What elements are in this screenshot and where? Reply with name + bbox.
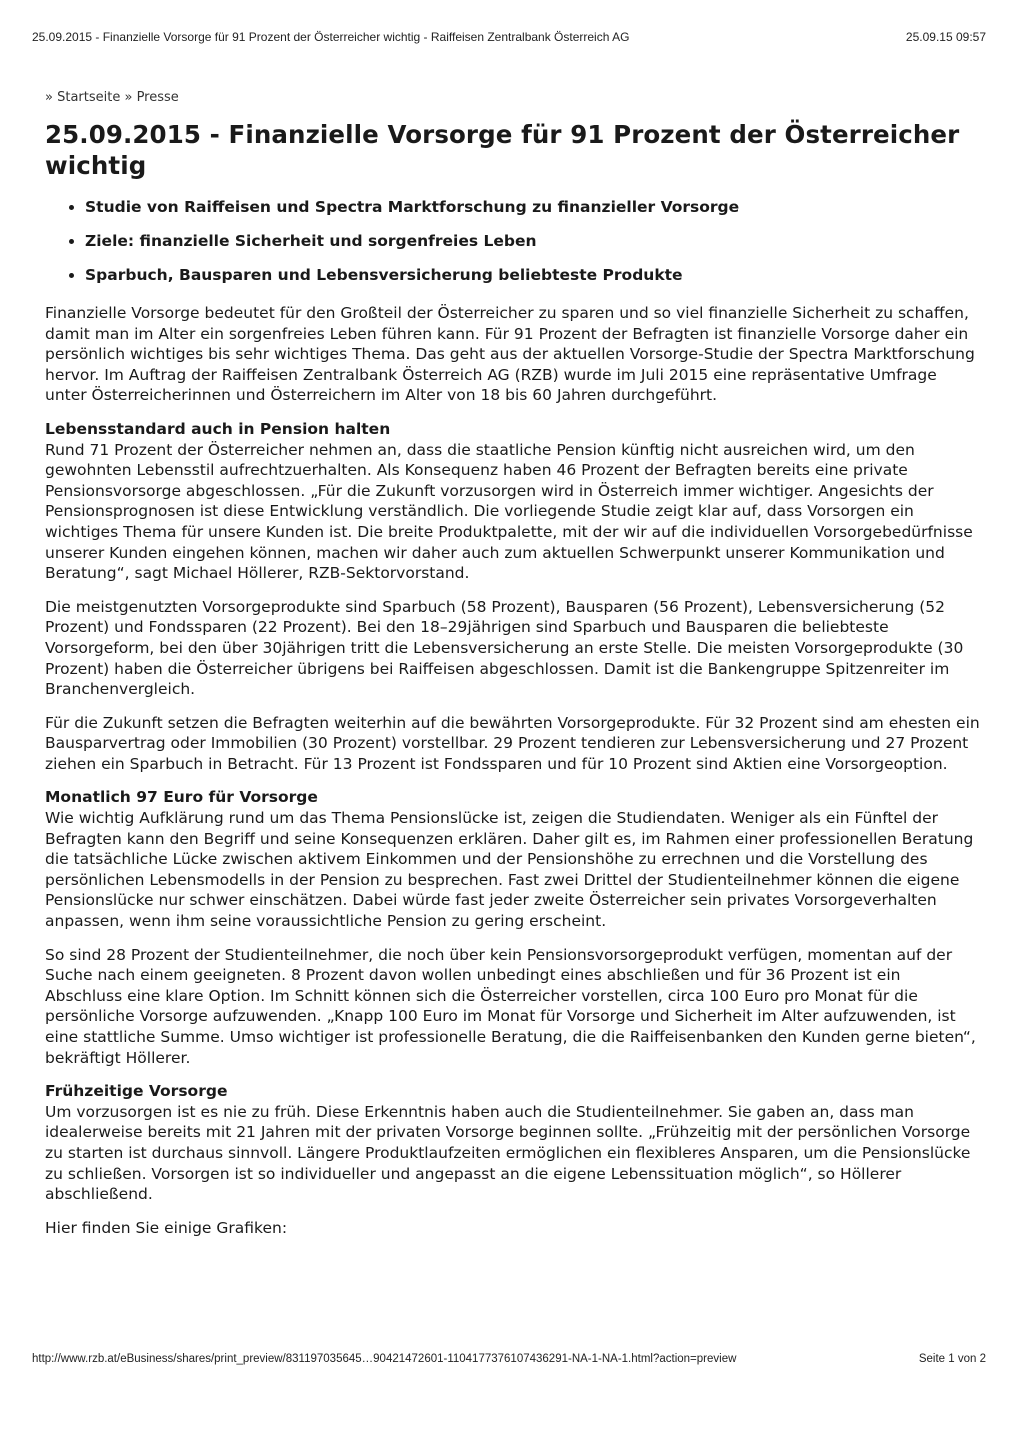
- section-paragraph: So sind 28 Prozent der Studienteilnehmer, die noch über kein Pensionsvorsorgeprodukt verfügen, momentan auf der Suche nach einem geeigneten. 8 Prozent davon wollen unbedingt eines abschließen und für 36 Prozent ist ein Abschluss eine klare Option. Im Schnitt können sich die Österreicher vorstellen, circa 100 Euro pro Monat für die persönliche Vorsorge aufzuwenden. „Knapp 100 Euro im Monat für Vorsorge und Sicherheit im Alter aufzuwenden, ist eine stattliche Summe. Umso wichtiger ist professionelle Beratung, die die Raiffeisenbanken den Kunden gerne bieten“, bekräftigt Höllerer.: [45, 945, 976, 1067]
- breadcrumb: [45, 90, 980, 105]
- highlight-item: • Sparbuch, Bausparen und Lebensversicherung beliebteste Produkte: [85, 265, 980, 285]
- breadcrumb-separator: »: [120, 90, 137, 105]
- print-header-title: 25.09.2015 - Finanzielle Vorsorge für 91 Prozent der Österreicher wichtig - Raiffeisen Zentralbank Österreich AG: [32, 30, 630, 44]
- section-heading: Lebensstandard auch in Pension halten: [45, 419, 391, 438]
- print-footer-url: http://www.rzb.at/eBusiness/shares/print_preview/831197035645…90421472601-1104177376107436291-NA-1-NA-1.html?action=preview: [32, 1353, 737, 1365]
- section-paragraph: Für die Zukunft setzen die Befragten weiterhin auf die bewährten Vorsorgeprodukte. Für 32 Prozent sind am ehesten ein Bausparvertrag oder Immobilien (30 Prozent) vorstellbar. 29 Prozent tendieren zur Lebensversicherung und 27 Prozent ziehen ein Sparbuch in Betracht. Für 13 Prozent ist Fondssparen und für 10 Prozent sind Aktien eine Vorsorgeoption.: [45, 713, 980, 773]
- print-header: [32, 30, 986, 44]
- section-paragraph: Die meistgenutzten Vorsorgeprodukte sind Sparbuch (58 Prozent), Bausparen (56 Prozent), Lebensversicherung (52 Prozent) und Fondssparen (22 Prozent). Bei den 18–29jährigen sind Sparbuch und Bausparen die beliebteste Vorsorgeform, bei den über 30jährigen tritt die Lebensversicherung an erste Stelle. Die meisten Vorsorgeprodukte (30 Prozent) haben die Österreicher übrigens bei Raiffeisen abgeschlossen. Damit ist die Bankengruppe Spitzenreiter im Branchenvergleich.: [45, 597, 964, 699]
- intro-paragraph: Finanzielle Vorsorge bedeutet für den Großteil der Österreicher zu sparen und so viel finanzielle Sicherheit zu schaffen, damit man im Alter ein sorgenfreies Leben führen kann. Für 91 Prozent der Befragten ist finanzielle Vorsorge daher ein persönlich wichtiges bis sehr wichtiges Thema. Das geht aus der aktuellen Vorsorge-Studie der Spectra Marktforschung hervor. Im Auftrag der Raiffeisen Zentralbank Österreich AG (RZB) wurde im Juli 2015 eine repräsentative Umfrage unter Österreicherinnen und Österreichern im Alter von 18 bis 60 Jahren durchgeführt.: [45, 304, 975, 405]
- section-heading: Monatlich 97 Euro für Vorsorge: [45, 788, 318, 807]
- breadcrumb-current-link[interactable]: Presse: [136, 90, 179, 105]
- print-footer: [32, 1353, 986, 1365]
- highlight-item: • Ziele: finanzielle Sicherheit und sorgenfreies Leben: [85, 231, 980, 251]
- page-title: 25.09.2015 - Finanzielle Vorsorge für 91 Prozent der Österreicher wichtig: [45, 120, 960, 180]
- section-lebensstandard: [45, 419, 980, 775]
- section-monatlich: [45, 787, 980, 1068]
- highlights-list: [45, 197, 980, 285]
- closing-paragraph: Hier finden Sie einige Grafiken:: [45, 1218, 288, 1237]
- print-footer-page: Seite 1 von 2: [918, 1353, 986, 1365]
- section-paragraph: Um vorzusorgen ist es nie zu früh. Diese Erkenntnis haben auch die Studienteilnehmer. Sie gaben an, dass man idealerweise bereits mit 21 Jahren mit der privaten Vorsorge beginnen sollte. „Frühzeitig mit der persönlichen Vorsorge zu starten ist durchaus sinnvoll. Längere Produktlaufzeiten ermöglichen ein flexibleres Ansparen, um die Pensionslücke zu schließen. Vorsorgen ist so individueller und angepasst an die eigene Lebenssituation möglich“, so Höllerer abschließend.: [45, 1102, 971, 1204]
- breadcrumb-prefix: »: [45, 90, 58, 105]
- section-paragraph: Wie wichtig Aufklärung rund um das Thema Pensionslücke ist, zeigen die Studiendaten. Weniger als ein Fünftel der Befragten kann den Begriff und seine Konsequenzen erklären. Daher gilt es, im Rahmen einer professionellen Beratung die tatsächliche Lücke zwischen aktivem Einkommen und der Pensionshöhe zu errechnen und die Vorstellung des persönlichen Lebensmodells in der Pension zu besprechen. Fast zwei Drittel der Studienteilnehmer können die eigene Pensionslücke nur schwer einschätzen. Dabei würde fast jeder zweite Österreicher sein privates Vorsorgeverhalten anpassen, wenn ihm seine voraussichtliche Pension zu gering erscheint.: [45, 809, 974, 931]
- section-heading: Frühzeitige Vorsorge: [45, 1082, 228, 1101]
- section-fruehzeitig: [45, 1081, 980, 1205]
- breadcrumb-home-link[interactable]: Startseite: [57, 90, 121, 105]
- highlight-item: • Studie von Raiffeisen und Spectra Marktforschung zu finanzieller Vorsorge: [85, 197, 980, 217]
- section-paragraph: Rund 71 Prozent der Österreicher nehmen an, dass die staatliche Pension künftig nicht ausreichen wird, um den gewohnten Lebensstil aufrechtzuerhalten. Als Konsequenz haben 46 Prozent der Befragten bereits eine private Pensionsvorsorge abgeschlossen. „Für die Zukunft vorzusorgen wird in Österreich immer wichtiger. Angesichts der Pensionsprognosen ist diese Entwicklung verständlich. Die vorliegende Studie zeigt klar auf, dass Vorsorgen ein wichtiges Thema für unsere Kunden ist. Die breite Produktpalette, mit der wir auf die individuellen Vorsorgebedürfnisse unserer Kunden eingehen können, machen wir daher auch zum aktuellen Schwerpunkt unserer Kommunikation und Beratung“, sagt Michael Höllerer, RZB-Sektorvorstand.: [45, 440, 973, 583]
- print-header-datetime: 25.09.15 09:57: [905, 30, 986, 44]
- article-content: [45, 90, 980, 1251]
